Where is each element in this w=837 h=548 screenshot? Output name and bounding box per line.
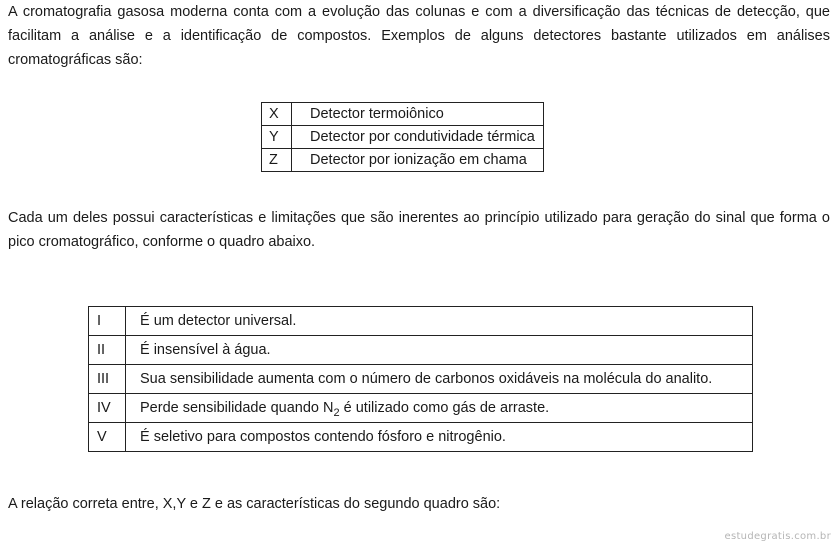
characteristic-text: É seletivo para compostos contendo fósforo e nitrogênio. [126, 423, 753, 452]
characteristic-text: Sua sensibilidade aumenta com o número de carbonos oxidáveis na molécula do analito. [126, 365, 753, 394]
detectors-table [261, 102, 544, 172]
middle-paragraph: Cada um deles possui características e limitações que são inerentes ao princípio utilizado para geração do sinal que forma o pico cromatográfico, conforme o quadro abaixo. [8, 210, 830, 250]
table-row [262, 126, 544, 149]
table-row [89, 307, 753, 336]
characteristic-text [126, 394, 753, 423]
table-row [89, 423, 753, 452]
detector-key: Y [262, 126, 292, 149]
detector-name: Detector termoiônico [292, 103, 544, 126]
characteristic-text-before: Perde sensibilidade quando N [140, 400, 334, 416]
watermark: estudegratis.com.br [724, 531, 831, 542]
nitrogen-subscript: 2 [333, 407, 340, 419]
detector-name: Detector por condutividade térmica [292, 126, 544, 149]
detector-key: X [262, 103, 292, 126]
characteristic-text-after: é utilizado como gás de arraste. [339, 400, 550, 416]
detector-key: Z [262, 149, 292, 172]
table-row [89, 365, 753, 394]
characteristic-key: IV [89, 394, 126, 423]
characteristic-key: I [89, 307, 126, 336]
table-row [262, 149, 544, 172]
table-row [262, 103, 544, 126]
characteristic-key: III [89, 365, 126, 394]
characteristics-table [88, 306, 753, 452]
characteristic-text: É um detector universal. [126, 307, 753, 336]
characteristic-key: V [89, 423, 126, 452]
table-row [89, 336, 753, 365]
detector-name: Detector por ionização em chama [292, 149, 544, 172]
characteristic-text: É insensível à água. [126, 336, 753, 365]
intro-paragraph: A cromatografia gasosa moderna conta com a evolução das colunas e com a diversificação das técnicas de detecção, que facilitam a análise e a identificação de compostos. Exemplos de alguns detectores bastante utilizados em análises cromatográficas são: [8, 4, 830, 68]
table-row [89, 394, 753, 423]
question-paragraph: A relação correta entre, X,Y e Z e as características do segundo quadro são: [8, 496, 501, 512]
characteristic-key: II [89, 336, 126, 365]
